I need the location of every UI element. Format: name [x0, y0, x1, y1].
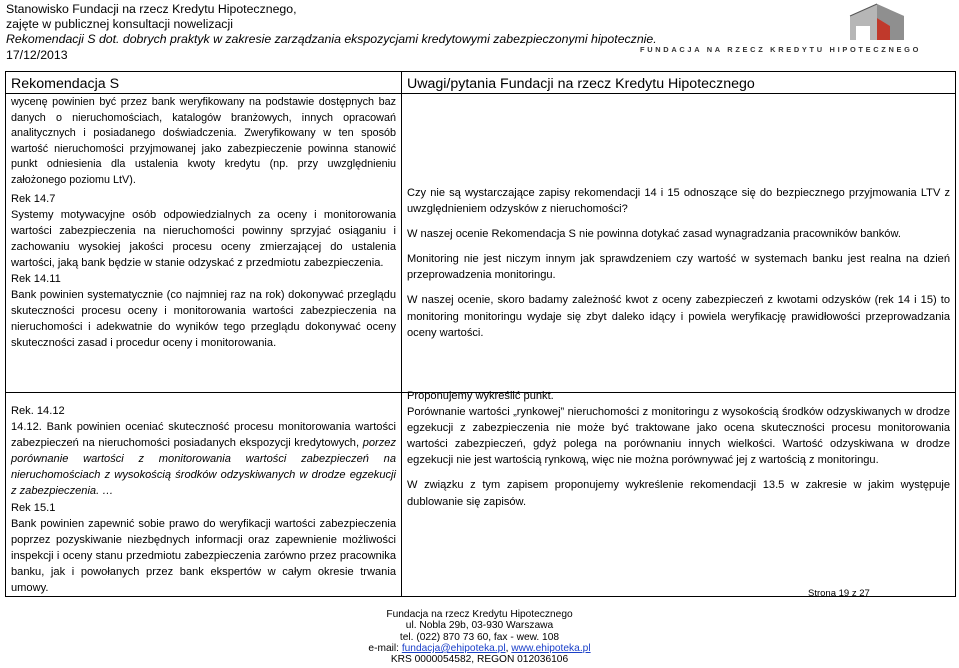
comment-assessment: W naszej ocenie, skoro badamy zależność kwot z oceny zabezpieczeń z kwotami odzysków (rek 14 i 15) to monitoring monitoringu wydaje się zbyt daleko idący i powiela weryfikację prawidłowości przeprowadzania oceny wartości. — [407, 294, 950, 339]
table-row — [6, 393, 956, 597]
comment-monitoring: Monitoring nie jest niczym innym jak sprawdzeniem czy wartość w systemach banku jest realna na dzień przeprowadzenia monitoringu. — [407, 253, 950, 282]
comment-propose-13-5: W związku z tym zapisem proponujemy wykreślenie rekomendacji 13.5 w zakresie w jakim występuje dublowanie się zapisów. — [407, 479, 950, 508]
table-row — [6, 94, 956, 393]
rek-15-1-label: Rek 15.1 — [11, 501, 56, 514]
table-header-row — [6, 72, 956, 94]
footer-contact — [300, 643, 659, 654]
footer-address: ul. Nobla 29b, 03-930 Warszawa — [405, 620, 554, 632]
comment-comparison: Porównanie wartości „rynkowej” nieruchomości z monitoringu z wysokością środków odzyskiwanych w drodze egzekucji z zabezpieczenia nie może być traktowane jako ocena skuteczności procesu monitorowania wartości zabezpieczeń, gdyż polega na porównaniu innych wielkości. Wartość odzyskiwana w drodze egzekucji nie jest wartością rynkową, więc nie można porównywać jej z wartością z monitoringu. — [407, 406, 950, 467]
rek-14-11-label: Rek 14.11 — [11, 273, 61, 286]
left-column-header — [6, 72, 402, 94]
footer-website-link[interactable]: www.ehipoteka.pl — [511, 642, 591, 654]
header-date: 17/12/2013 — [6, 47, 68, 62]
right-column-header — [402, 72, 956, 94]
left-cell-2 — [6, 393, 402, 597]
house-roof-logo-icon — [848, 2, 906, 42]
rek-14-12-label: Rek. 14.12 — [11, 405, 65, 417]
footer-phone: tel. (022) 870 73 60, fax - wew. 108 — [399, 631, 560, 643]
header-title-line2: zajęte w publicznej konsultacji nowelizacji — [6, 17, 233, 32]
logo-text: FUNDACJA NA RZECZ KREDYTU HIPOTECZNEGO — [640, 45, 922, 54]
rek-15-1-text: Bank powinien zapewnić sobie prawo do weryfikacji wartości zabezpieczenia poprzez pozyskiwanie niezbędnych informacji oraz zapewnienie możliwości inspekcji i oceny stanu przedmiotu zabezpieczenia zarówno przez pracownika banku, jak i powołanych przez bank ekspertów w całym okresie trwania umowy. — [11, 517, 396, 595]
left-cell-1 — [6, 94, 402, 393]
comment-question: Czy nie są wystarczające zapisy rekomendacji 14 i 15 odnoszące się do bezpiecznego przyjmowania LTV z uwzględnieniem odzysków z nieruchomości? — [407, 187, 950, 216]
right-cell-1 — [402, 94, 956, 393]
comment-remuneration: W naszej ocenie Rekomendacja S nie powinna dotykać zasad wynagradzania pracowników banków. — [407, 228, 901, 241]
rek-14-11-text: Bank powinien systematycznie (co najmniej raz na rok) dokonywać przeglądu skuteczności procesu oceny i monitorowania wartości zabezpieczenia na nieruchomości i adekwatnie do wyników tego przeglądu dokonywać oceny skuteczności zasad i procedur oceny i monitorowania. — [11, 289, 396, 350]
footer-email-link[interactable]: fundacja@ehipoteka.pl — [401, 642, 506, 654]
rek-14-7-text: Systemy motywacyjne osób odpowiedzialnych za oceny i monitorowania wartości zabezpieczenia na nieruchomości powinny sprzyjać osiąganiu i zachowaniu wysokiej jakości procesu oceny zmierzającej do ustalenia wartości, jaką bank będzie w stanie odzyskać z przedmiotu zabezpieczenia. — [11, 208, 396, 269]
footer-separator: , — [505, 642, 512, 654]
rek-14-12-prefix: 14.12. Bank powinien oceniać skuteczność procesu monitorowania wartości zabezpieczeń na nieruchomości posiadanych ekspozycji kredytowych, — [11, 421, 396, 450]
header-title-line1: Stanowisko Fundacji na rzecz Kredytu Hipotecznego, — [6, 2, 297, 16]
left-header-text: Rekomendacja S — [11, 76, 120, 92]
footer — [300, 609, 659, 665]
footer-org-name: Fundacja na rzecz Kredytu Hipotecznego — [386, 609, 573, 620]
footer-email-prefix: e-mail: — [368, 642, 402, 654]
header-title-line3: Rekomendacji S dot. dobrych praktyk w zakresie zarządzania ekspozycjami kredytowymi zabezpieczonymi hipotecznie. — [6, 32, 657, 47]
right-header-text: Uwagi/pytania Fundacji na rzecz Kredytu Hipotecznego — [407, 76, 755, 92]
page-number: Strona 19 z 27 — [808, 588, 870, 599]
document-header — [6, 2, 657, 63]
rek-14-12-italic: porzez porównanie wartości z monitorowania wartości zabezpieczeń na nieruchomościach z wysokością środków odzyskiwanych w drodze egzekucji z zabezpieczenia. … — [11, 437, 396, 498]
rek-14-7-label: Rek 14.7 — [11, 192, 56, 205]
rek-14-6-text: wycenę powinien być przez bank weryfikowany na podstawie dostępnych baz danych o nieruchomościach, katalogów branżowych, innych opracowań analitycznych i posiadanego doświadczenia. Zweryfikowany w ten sposób wartość nieruchomości przyjmowanej jako zabezpieczenie powinna stanowić punkt odniesienia dla ustalenia kwoty kredytu (np. przy uwzględnieniu założonego poziomu LtV). — [11, 96, 396, 186]
recommendation-table — [5, 71, 956, 597]
rek-14-12-text — [11, 419, 396, 499]
comment-propose-delete: Proponujemy wykreślić punkt. — [407, 390, 554, 402]
footer-registry: KRS 0000054582, REGON 012036106 — [390, 654, 569, 666]
right-cell-2 — [402, 390, 956, 597]
